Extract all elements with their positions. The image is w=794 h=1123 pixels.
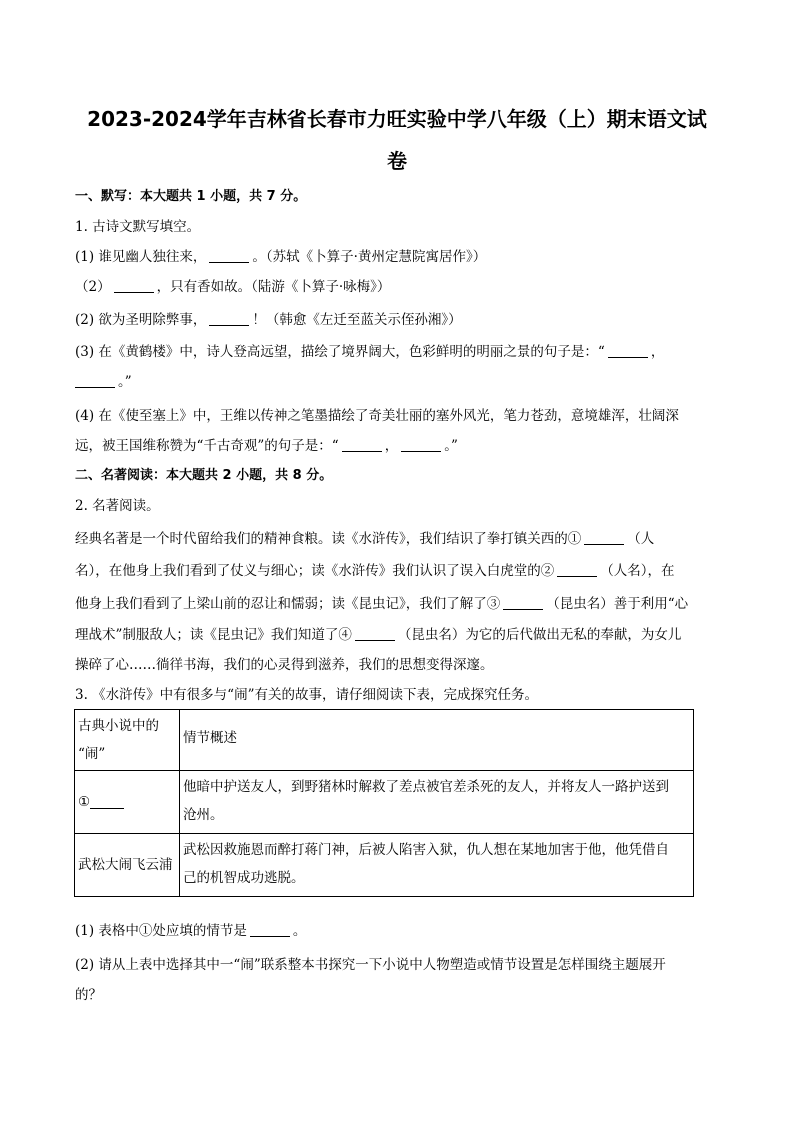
answer-blank[interactable]	[584, 531, 624, 546]
cell-content	[78, 773, 176, 831]
question-text: 。	[292, 923, 307, 939]
question-1-4-line-2	[75, 372, 725, 392]
question-1-1	[75, 247, 725, 267]
cell-text: 他暗中护送友人，到野猪林时解救了差点被官差杀死的友人，并将友人一路护送到	[183, 779, 669, 795]
question-text: (1) 谁见幽人独往来，	[75, 249, 207, 265]
question-1-4-line-1	[75, 342, 725, 362]
question-2-paragraph-line-3	[75, 594, 725, 614]
question-text: ！（韩愈《左迁至蓝关示侄孙湘》）	[252, 312, 462, 328]
answer-blank[interactable]	[209, 312, 249, 327]
table-row	[75, 771, 694, 834]
question-2-stem: 2. 名著阅读。	[75, 498, 160, 514]
question-text: 经典名著是一个时代留给我们的精神食粮。读《水浒传》，我们结识了拳打镇关西的①	[75, 531, 582, 547]
question-1-2	[75, 277, 725, 297]
answer-blank[interactable]	[503, 596, 543, 611]
answer-blank[interactable]	[250, 923, 290, 938]
question-text: 。”	[118, 374, 132, 390]
table-header-cell	[75, 710, 180, 771]
answer-blank[interactable]	[75, 374, 115, 389]
table-cell	[75, 834, 180, 897]
exam-title	[75, 98, 719, 182]
answer-blank[interactable]	[608, 344, 648, 359]
question-text: 他身上我们看到了上梁山前的忍让和懦弱；读《昆虫记》，我们了解了③	[75, 596, 501, 612]
question-3-2-line-1: (2) 请从上表中选择其中一“闹”联系整本书探究一下小说中人物塑造或情节设置是怎样围绕主题展开	[75, 957, 666, 973]
question-text: ，	[384, 438, 399, 454]
question-1-3	[75, 310, 725, 330]
question-text: 理战术”制服敌人；读《昆虫记》我们知道了④	[75, 627, 352, 643]
table-header-cell	[180, 710, 694, 771]
question-1-5-line-1: (4) 在《使至塞上》中，王维以传神之笔墨描绘了奇美壮丽的塞外风光，笔力苍劲，意境雄浑，壮阔深	[75, 408, 679, 424]
cell-text: 武松因救施恩而醉打蒋门神，后被人陷害入狱，仇人想在某地加害于他，他凭借自	[183, 842, 669, 858]
answer-blank[interactable]	[557, 563, 597, 578]
question-2-paragraph-line-2	[75, 561, 725, 581]
question-text: （昆虫名）为它的后代做出无私的奉献，为女儿	[397, 627, 682, 643]
question-2-paragraph-line-1	[75, 529, 725, 549]
table-cell	[180, 834, 694, 897]
cell-text: 沧州。	[183, 807, 224, 823]
title-line-1: 2023-2024学年吉林省长春市力旺实验中学八年级（上）期末语文试	[87, 107, 707, 131]
question-text: (2) 欲为圣明除弊事，	[75, 312, 207, 328]
question-3-2-line-2: 的？	[75, 987, 102, 1003]
question-2-paragraph-line-4	[75, 625, 725, 645]
question-3-1	[75, 921, 725, 941]
plot-summary-table	[74, 709, 694, 897]
cell-text: 武松大闹飞云浦	[78, 857, 173, 873]
question-2-paragraph-line-5: 操碎了心……徜徉书海，我们的心灵得到滋养，我们的思想变得深邃。	[75, 657, 494, 673]
question-1-stem: 1. 古诗文默写填空。	[75, 219, 201, 235]
question-text: ，	[650, 344, 665, 360]
question-text: （2）	[75, 279, 111, 295]
answer-blank[interactable]	[342, 438, 382, 453]
table-row	[75, 710, 694, 771]
cell-text: 己的机智成功逃脱。	[183, 870, 305, 886]
question-text: 名），在他身上我们看到了仗义与细心；读《水浒传》我们认识了误入白虎堂的②	[75, 563, 555, 579]
table-cell	[180, 771, 694, 834]
header-text: “闹”	[78, 746, 106, 762]
question-text: 远，被王国维称赞为“千古奇观”的句子是：“	[75, 438, 339, 454]
table-cell	[75, 771, 180, 834]
title-line-2: 卷	[387, 149, 407, 173]
section-1-heading: 一、默写：本大题共 1 小题，共 7 分。	[75, 189, 307, 204]
question-text: (3) 在《黄鹤楼》中，诗人登高远望，描绘了境界阔大，色彩鲜明的明丽之景的句子是：“	[75, 344, 605, 360]
answer-blank[interactable]	[355, 627, 395, 642]
answer-blank[interactable]	[401, 438, 441, 453]
question-text: 。（苏轼《卜算子·黄州定慧院寓居作》）	[252, 249, 487, 265]
section-2-heading: 二、名著阅读：本大题共 2 小题，共 8 分。	[75, 468, 333, 483]
question-1-5-line-2	[75, 436, 725, 456]
header-text: 情节概述	[183, 730, 237, 746]
question-text: ，只有香如故。（陆游《卜算子·咏梅》）	[156, 279, 391, 295]
answer-blank[interactable]	[114, 279, 154, 294]
cell-text: ①	[78, 794, 91, 810]
question-text: （人	[627, 531, 655, 547]
question-text: (1) 表格中①处应填的情节是	[75, 923, 247, 939]
answer-blank[interactable]	[90, 795, 124, 810]
table-row	[75, 834, 694, 897]
question-text: 。”	[444, 438, 458, 454]
question-3-stem: 3. 《水浒传》中有很多与“闹”有关的故事，请仔细阅读下表，完成探究任务。	[75, 687, 538, 703]
header-text: 古典小说中的	[78, 718, 159, 734]
answer-blank[interactable]	[209, 249, 249, 264]
question-text: （人名），在	[600, 563, 675, 579]
question-text: （昆虫名）善于利用“心	[546, 596, 689, 612]
